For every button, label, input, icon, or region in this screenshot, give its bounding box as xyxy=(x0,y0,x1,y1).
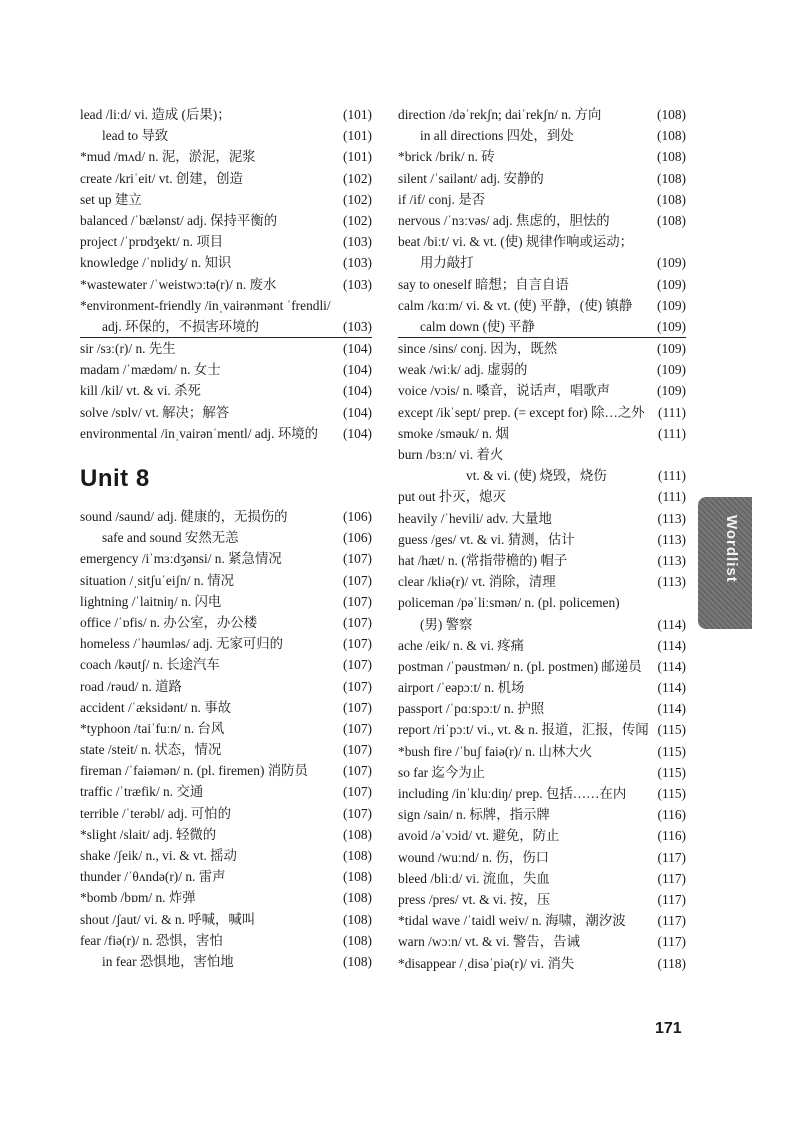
vocab-text: heavily /ˈhevili/ adv. 大量地 xyxy=(398,510,552,526)
vocab-entry xyxy=(80,654,372,675)
left-bottom-list xyxy=(80,506,372,972)
vocab-text: if /if/ conj. 是否 xyxy=(398,191,486,207)
vocab-text: vt. & vi. (使) 烧毁，烧伤 xyxy=(466,468,607,484)
vocab-text: wound /wuːnd/ n. 伤，伤口 xyxy=(398,849,550,865)
vocab-text: madam /ˈmædəm/ n. 女士 xyxy=(80,362,221,378)
vocab-entry xyxy=(398,380,686,401)
vocab-text: situation /ˌsitʃuˈeiʃn/ n. 情况 xyxy=(80,572,234,588)
vocab-page-ref: (107) xyxy=(342,657,372,673)
right-bottom-list xyxy=(398,338,686,974)
vocab-text: bleed /bliːd/ vi. 流血，失血 xyxy=(398,870,550,886)
left-top-list xyxy=(80,104,372,337)
vocab-text: kill /kil/ vt. & vi. 杀死 xyxy=(80,383,201,399)
vocab-entry xyxy=(398,316,686,337)
vocab-text: terrible /ˈterəbl/ adj. 可怕的 xyxy=(80,805,231,821)
vocab-text: sir /sɜː(r)/ n. 先生 xyxy=(80,341,176,357)
vocab-page-ref: (118) xyxy=(657,955,686,971)
vocab-text: (男) 警察 xyxy=(420,616,473,632)
vocab-entry xyxy=(398,444,686,465)
vocab-text: road /rəud/ n. 道路 xyxy=(80,678,182,694)
vocab-page-ref: (111) xyxy=(657,489,686,505)
vocab-text: burn /bɜːn/ vi. 着火 xyxy=(398,447,504,462)
page-number: 171 xyxy=(655,1020,682,1037)
vocab-text: safe and sound 安然无恙 xyxy=(102,530,239,546)
vocab-entry xyxy=(398,953,686,974)
vocab-entry xyxy=(80,612,372,633)
right-top-list xyxy=(398,104,686,337)
vocab-text: policeman /pəˈliːsmən/ n. (pl. policemen) xyxy=(398,595,620,611)
vocab-text: in fear 恐惧地，害怕地 xyxy=(102,953,234,969)
vocab-page-ref: (109) xyxy=(656,255,686,271)
vocab-entry xyxy=(398,529,686,550)
vocab-entry xyxy=(398,486,686,507)
vocab-entry xyxy=(398,274,686,295)
vocab-text: traffic /ˈtræfik/ n. 交通 xyxy=(80,784,204,800)
vocab-entry xyxy=(398,910,686,931)
vocab-text: in all directions 四处，到处 xyxy=(420,128,574,144)
vocab-entry xyxy=(80,760,372,781)
vocab-entry xyxy=(398,146,686,167)
vocab-page-ref: (111) xyxy=(657,425,686,441)
vocab-text: hat /hæt/ n. (常指带檐的) 帽子 xyxy=(398,552,568,568)
vocab-entry xyxy=(398,741,686,762)
vocab-entry xyxy=(80,676,372,697)
vocab-text: environmental /inˌvairənˈmentl/ adj. 环境的 xyxy=(80,425,318,441)
vocab-page-ref: (101) xyxy=(342,149,372,165)
vocab-text: passport /ˈpɑːspɔːt/ n. 护照 xyxy=(398,701,545,717)
vocab-text: homeless /ˈhəumləs/ adj. 无家可归的 xyxy=(80,636,284,652)
vocab-page-ref: (115) xyxy=(657,743,686,759)
vocab-text: lead to 导致 xyxy=(102,128,169,144)
vocab-page-ref: (107) xyxy=(342,636,372,652)
vocab-page-ref: (109) xyxy=(656,297,686,313)
vocab-page-ref: (108) xyxy=(656,191,686,207)
vocab-entry xyxy=(398,168,686,189)
vocab-page-ref: (103) xyxy=(342,318,372,334)
vocab-page-ref: (107) xyxy=(342,614,372,630)
vocab-page-ref: (117) xyxy=(657,870,686,886)
vocab-page-ref: (108) xyxy=(342,869,372,885)
vocab-text: ache /eik/ n. & vi. 疼痛 xyxy=(398,637,525,653)
vocab-page-ref: (114) xyxy=(657,637,686,653)
vocab-entry xyxy=(80,402,372,423)
vocab-page-ref: (103) xyxy=(342,234,372,250)
vocab-entry xyxy=(398,847,686,868)
vocab-entry xyxy=(398,189,686,210)
vocab-page-ref: (114) xyxy=(657,616,686,632)
vocab-page-ref: (108) xyxy=(342,848,372,863)
vocab-entry xyxy=(80,231,372,252)
vocab-text: smoke /sməuk/ n. 烟 xyxy=(398,425,509,441)
vocab-text: *bush fire /ˈbuʃ faiə(r)/ n. 山林大火 xyxy=(398,743,593,759)
vocab-page-ref: (111) xyxy=(657,468,686,484)
vocab-entry xyxy=(80,697,372,718)
vocab-page-ref: (113) xyxy=(657,510,686,526)
vocab-entry xyxy=(398,783,686,804)
vocab-text: nervous /ˈnɜːvəs/ adj. 焦虑的，胆怯的 xyxy=(398,212,610,228)
vocab-text: sign /sain/ n. 标牌，指示牌 xyxy=(398,807,550,823)
vocab-text: fear /fiə(r)/ n. 恐惧，害怕 xyxy=(80,932,223,948)
vocab-text: beat /biːt/ vi. & vt. (使) 规律作响或运动； xyxy=(398,234,634,250)
vocab-page-ref: (107) xyxy=(342,805,372,821)
vocab-entry xyxy=(398,868,686,889)
vocab-page-ref: (106) xyxy=(342,509,372,524)
vocab-entry xyxy=(398,635,686,656)
vocab-text: calm /kɑːm/ vi. & vt. (使) 平静，(使) 镇静 xyxy=(398,297,633,313)
vocab-text: *typhoon /taiˈfuːn/ n. 台风 xyxy=(80,720,225,736)
vocab-page-ref: (108) xyxy=(342,932,372,948)
vocab-text: accident /ˈæksidənt/ n. 事故 xyxy=(80,699,231,715)
vocab-entry xyxy=(80,781,372,802)
vocab-page-ref: (108) xyxy=(656,212,686,228)
vocab-page-ref: (115) xyxy=(657,764,686,780)
vocab-page-ref: (109) xyxy=(656,276,686,292)
vocab-page-ref: (103) xyxy=(342,255,372,271)
vocab-page-ref: (111) xyxy=(657,404,686,420)
vocab-page-ref: (116) xyxy=(657,828,686,844)
vocab-text: direction /dəˈrekʃn; daiˈrekʃn/ n. 方向 xyxy=(398,107,602,122)
vocab-page-ref: (102) xyxy=(342,170,372,186)
vocab-text: *tidal wave /ˈtaidl weiv/ n. 海啸，潮汐波 xyxy=(398,913,626,929)
vocab-text: project /ˈprɒdʒekt/ n. 项目 xyxy=(80,234,224,250)
vocab-text: press /pres/ vt. & vi. 按，压 xyxy=(398,891,551,907)
section-tab-label: Wordlist xyxy=(723,515,740,583)
vocab-entry xyxy=(80,527,372,548)
vocab-page-ref: (107) xyxy=(342,572,372,588)
vocab-entry xyxy=(80,930,372,951)
vocab-page-ref: (109) xyxy=(656,341,686,357)
vocab-page-ref: (104) xyxy=(342,425,372,441)
vocab-page-ref: (106) xyxy=(342,530,372,546)
vocab-entry xyxy=(398,423,686,444)
vocab-text: set up 建立 xyxy=(80,191,142,207)
vocab-entry xyxy=(80,739,372,760)
vocab-entry xyxy=(398,104,686,125)
vocab-page-ref: (117) xyxy=(657,849,686,865)
vocab-page-ref: (113) xyxy=(657,552,686,568)
vocab-page-ref: (107) xyxy=(342,784,372,800)
vocab-page-ref: (107) xyxy=(342,763,372,779)
vocab-entry xyxy=(80,633,372,654)
vocab-text: say to oneself 暗想；自言自语 xyxy=(398,276,569,292)
vocab-text: solve /sɒlv/ vt. 解决；解答 xyxy=(80,404,230,420)
vocab-page-ref: (113) xyxy=(657,574,686,590)
vocab-entry xyxy=(80,359,372,380)
vocab-page-ref: (109) xyxy=(656,383,686,399)
vocab-entry xyxy=(398,295,686,316)
vocab-text: fireman /ˈfaiəmən/ n. (pl. firemen) 消防员 xyxy=(80,763,308,779)
vocab-page-ref: (113) xyxy=(657,531,686,547)
vocab-entry xyxy=(80,189,372,210)
vocab-text: calm down (使) 平静 xyxy=(420,318,535,334)
vocab-entry xyxy=(80,168,372,189)
vocab-entry xyxy=(398,889,686,910)
vocab-text: *mud /mʌd/ n. 泥，淤泥，泥浆 xyxy=(80,149,256,165)
vocab-page-ref: (103) xyxy=(342,276,372,292)
vocab-page-ref: (108) xyxy=(656,170,686,186)
vocab-text: lead /liːd/ vi. 造成 (后果)； xyxy=(80,107,231,122)
vocab-text: including /inˈkluːdiŋ/ prep. 包括……在内 xyxy=(398,786,627,801)
vocab-text: weak /wiːk/ adj. 虚弱的 xyxy=(398,362,528,378)
vocab-entry xyxy=(80,506,372,527)
vocab-page-ref: (114) xyxy=(657,701,686,717)
vocab-page-ref: (108) xyxy=(342,953,372,969)
vocab-text: silent /ˈsailənt/ adj. 安静的 xyxy=(398,170,544,186)
vocab-entry xyxy=(80,338,372,359)
vocab-page-ref: (115) xyxy=(657,786,686,801)
vocab-page-ref: (108) xyxy=(342,890,372,906)
vocab-entry xyxy=(80,803,372,824)
vocab-page-ref: (101) xyxy=(342,128,372,144)
vocab-page-ref: (114) xyxy=(657,680,686,696)
vocab-page-ref: (102) xyxy=(342,191,372,207)
vocab-entry xyxy=(398,804,686,825)
vocab-entry xyxy=(398,656,686,677)
vocab-text: *environment-friendly /inˌvairənmənt ˈfrendli/ xyxy=(80,297,331,313)
vocab-entry xyxy=(80,845,372,866)
vocab-text: so far 迄今为止 xyxy=(398,764,486,780)
vocab-page-ref: (104) xyxy=(342,404,372,420)
vocab-text: knowledge /ˈnɒlidʒ/ n. 知识 xyxy=(80,255,232,271)
vocab-page-ref: (108) xyxy=(656,107,686,122)
vocab-page-ref: (107) xyxy=(342,699,372,715)
vocab-page-ref: (107) xyxy=(342,551,372,567)
vocab-text: emergency /iˈmɜːdʒənsi/ n. 紧急情况 xyxy=(80,551,282,567)
vocab-page-ref: (108) xyxy=(656,149,686,165)
left-mid-list xyxy=(80,338,372,444)
vocab-text: shake /ʃeik/ n., vi. & vt. 摇动 xyxy=(80,848,237,863)
vocab-page-ref: (104) xyxy=(342,341,372,357)
vocab-page-ref: (107) xyxy=(342,720,372,736)
vocab-text: put out 扑灭，熄灭 xyxy=(398,489,506,505)
vocab-entry xyxy=(398,825,686,846)
vocab-text: *bomb /bɒm/ n. 炸弹 xyxy=(80,890,196,906)
vocab-page-ref: (117) xyxy=(657,934,686,950)
vocab-text: airport /ˈeəpɔːt/ n. 机场 xyxy=(398,680,525,696)
vocab-text: avoid /əˈvɔid/ vt. 避免，防止 xyxy=(398,828,560,844)
vocab-entry xyxy=(398,338,686,359)
vocab-entry xyxy=(398,931,686,952)
vocab-text: state /steit/ n. 状态，情况 xyxy=(80,742,222,758)
vocab-entry xyxy=(80,887,372,908)
vocab-page-ref: (104) xyxy=(342,362,372,378)
vocab-text: except /ikˈsept/ prep. (= except for) 除…之外 xyxy=(398,404,645,420)
vocab-entry xyxy=(398,762,686,783)
vocab-entry xyxy=(80,909,372,930)
vocab-text: balanced /ˈbælənst/ adj. 保持平衡的 xyxy=(80,212,278,228)
vocab-entry xyxy=(80,570,372,591)
vocab-entry xyxy=(80,104,372,125)
vocab-page-ref: (101) xyxy=(342,107,372,122)
vocab-page-ref: (102) xyxy=(342,212,372,228)
vocab-entry xyxy=(398,550,686,571)
vocab-text: *wastewater /ˈweistwɔːtə(r)/ n. 废水 xyxy=(80,276,277,292)
vocab-entry xyxy=(80,380,372,401)
vocab-text: postman /ˈpəustmən/ n. (pl. postmen) 邮递员 xyxy=(398,658,642,674)
vocab-entry xyxy=(80,548,372,569)
vocab-entry xyxy=(398,465,686,486)
vocab-page-ref: (107) xyxy=(342,678,372,694)
vocab-page-ref: (108) xyxy=(342,826,372,842)
vocab-entry xyxy=(398,571,686,592)
vocab-text: coach /kəutʃ/ n. 长途汽车 xyxy=(80,657,220,673)
vocab-text: guess /ges/ vt. & vi. 猜测，估计 xyxy=(398,531,575,547)
vocab-page-ref: (108) xyxy=(656,128,686,144)
vocab-entry xyxy=(80,951,372,972)
vocab-page-ref: (109) xyxy=(656,318,686,334)
vocab-page-ref: (117) xyxy=(657,913,686,929)
vocab-text: warn /wɔːn/ vt. & vi. 警告，告诫 xyxy=(398,934,580,950)
vocab-entry xyxy=(398,719,686,740)
vocab-entry xyxy=(80,718,372,739)
vocab-entry xyxy=(80,866,372,887)
vocab-page-ref: (108) xyxy=(342,911,372,927)
vocab-entry xyxy=(398,508,686,529)
vocab-entry xyxy=(80,423,372,444)
vocab-page-ref: (104) xyxy=(342,383,372,399)
vocab-text: clear /kliə(r)/ vt. 消除，清理 xyxy=(398,574,556,590)
vocab-entry xyxy=(80,125,372,146)
vocab-text: office /ˈɒfis/ n. 办公室，办公楼 xyxy=(80,614,258,630)
vocab-page-ref: (107) xyxy=(342,742,372,758)
vocab-entry xyxy=(398,402,686,423)
vocab-text: thunder /ˈθʌndə(r)/ n. 雷声 xyxy=(80,869,226,885)
vocab-entry xyxy=(80,274,372,295)
vocab-entry xyxy=(398,359,686,380)
section-tab xyxy=(698,497,752,629)
vocab-page-ref: (109) xyxy=(656,362,686,378)
vocab-page-ref: (116) xyxy=(657,807,686,823)
vocab-page-ref: (107) xyxy=(342,593,372,609)
vocab-entry xyxy=(398,677,686,698)
vocab-text: lightning /ˈlaitniŋ/ n. 闪电 xyxy=(80,593,222,609)
vocab-entry xyxy=(398,210,686,231)
vocab-page-ref: (115) xyxy=(657,722,686,738)
vocab-text: since /sins/ conj. 因为，既然 xyxy=(398,341,558,357)
vocab-page-ref: (117) xyxy=(657,891,686,907)
vocab-entry xyxy=(80,146,372,167)
vocab-text: 用力敲打 xyxy=(420,255,474,271)
vocab-text: *brick /brik/ n. 砖 xyxy=(398,149,495,165)
vocab-entry xyxy=(80,252,372,273)
vocab-entry xyxy=(398,231,686,252)
vocab-entry xyxy=(80,295,372,316)
vocab-entry xyxy=(80,316,372,337)
vocab-text: *disappear /ˌdisəˈpiə(r)/ vi. 消失 xyxy=(398,955,575,971)
vocab-text: sound /saund/ adj. 健康的，无损伤的 xyxy=(80,509,288,524)
vocab-text: report /riˈpɔːt/ vi., vt. & n. 报道，汇报，传闻 xyxy=(398,722,649,738)
vocab-text: voice /vɔis/ n. 嗓音，说话声，唱歌声 xyxy=(398,383,611,399)
left-column xyxy=(80,104,372,972)
vocab-text: adj. 环保的，不损害环境的 xyxy=(102,318,259,334)
vocab-text: shout /ʃaut/ vi. & n. 呼喊，喊叫 xyxy=(80,911,256,927)
unit-heading: Unit 8 xyxy=(80,465,150,492)
vocab-entry xyxy=(80,824,372,845)
vocab-entry xyxy=(80,591,372,612)
vocab-entry xyxy=(398,698,686,719)
vocab-page-ref: (114) xyxy=(657,658,686,674)
vocab-text: *slight /slait/ adj. 轻微的 xyxy=(80,826,217,842)
vocab-entry xyxy=(398,614,686,635)
right-column xyxy=(398,104,686,974)
vocab-entry xyxy=(398,125,686,146)
vocab-entry xyxy=(80,210,372,231)
vocab-entry xyxy=(398,252,686,273)
vocab-text: create /kriˈeit/ vt. 创建，创造 xyxy=(80,170,243,186)
vocab-entry xyxy=(398,592,686,613)
